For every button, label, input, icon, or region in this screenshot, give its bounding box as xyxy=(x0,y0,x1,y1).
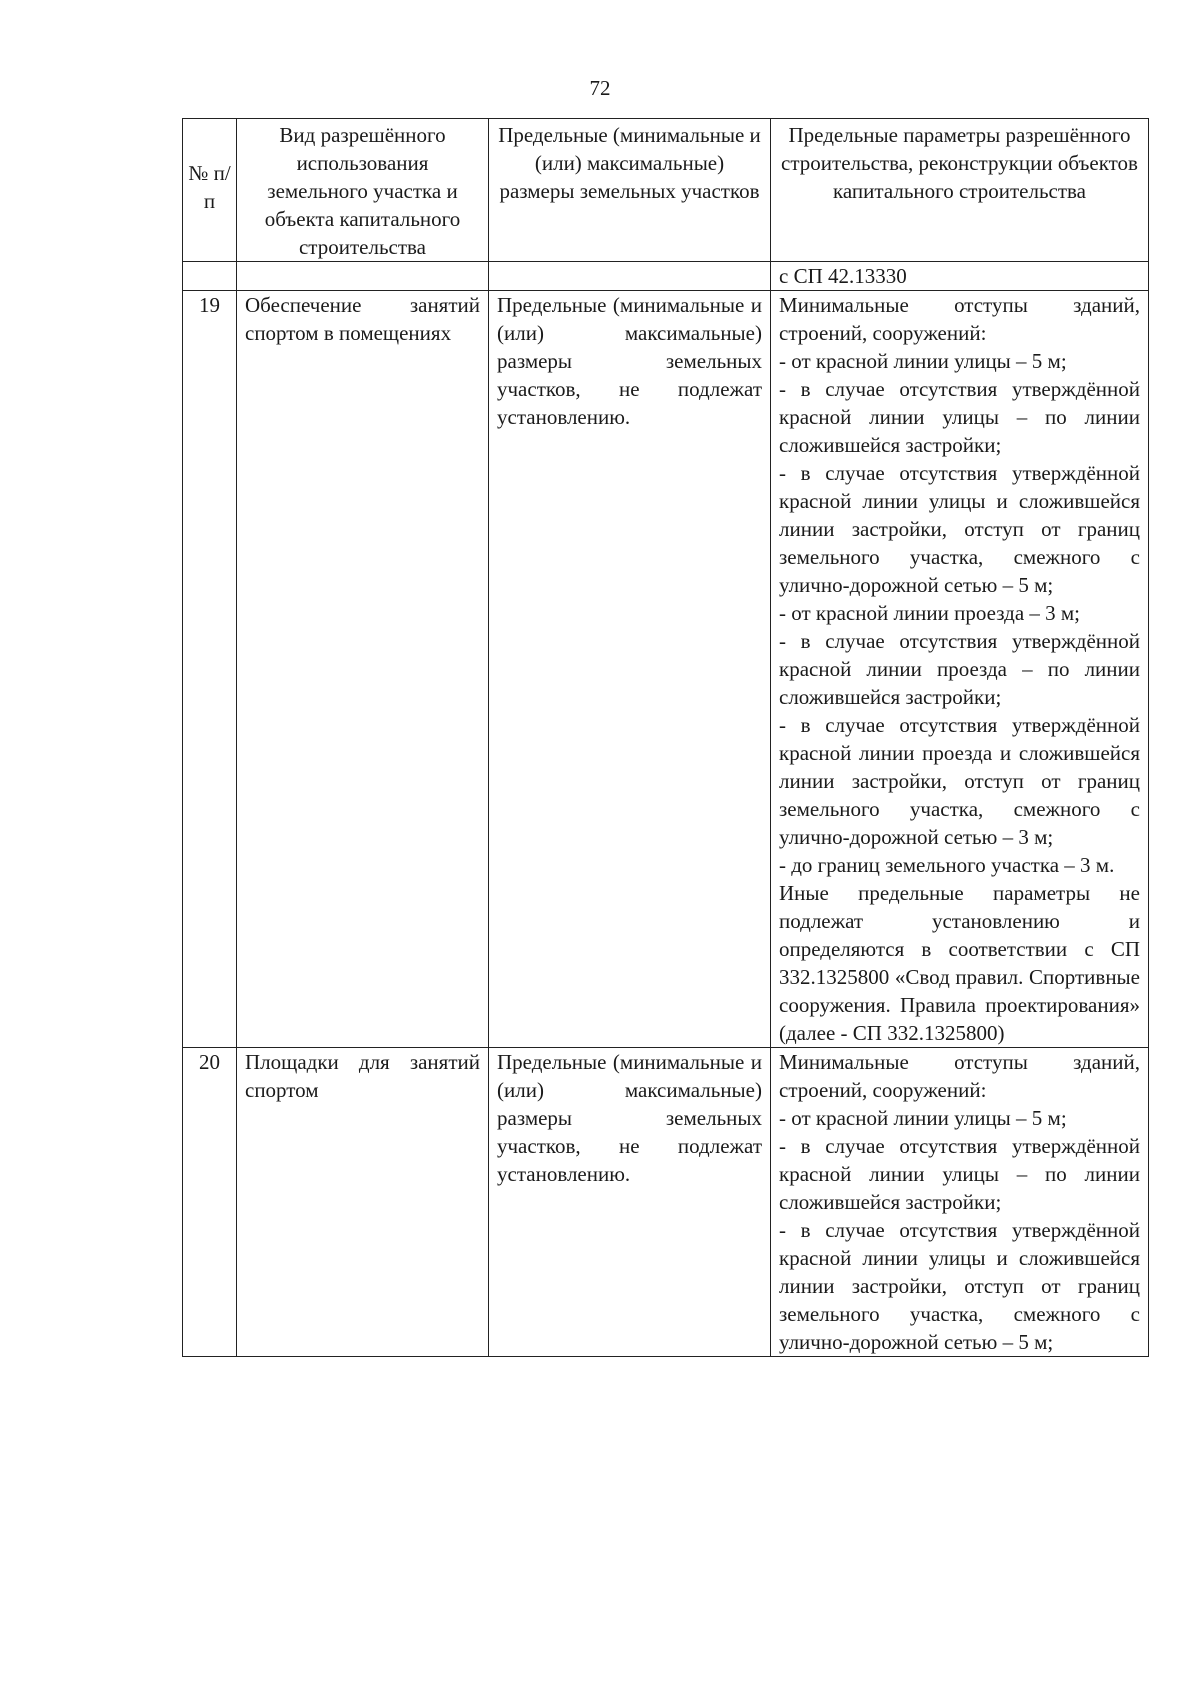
param-line: - в случае отсутствия утверждённой красной линии улицы и сложившейся линии застройки, отступ от границ земельного участка, смежного с улично-дорожной сетью – 5 м; xyxy=(779,1218,1140,1354)
row-plot-size: Предельные (минимальные и (или) максимальные) размеры земельных участков, не подлежат установлению. xyxy=(489,1048,771,1357)
row-parameters xyxy=(771,291,1149,1048)
param-line: - от красной линии улицы – 5 м; xyxy=(779,1106,1067,1130)
param-line: Иные предельные параметры не подлежат установлению и определяются в соответствии с СП 332.1325800 «Свод правил. Спортивные сооружения. Правила проектирования» (далее - СП 332.1325800) xyxy=(779,881,1140,1045)
header-number: № п/п xyxy=(183,119,237,262)
row-number: 19 xyxy=(183,291,237,1048)
row-use-type: Обеспечение занятий спортом в помещениях xyxy=(237,291,489,1048)
param-line: - в случае отсутствия утверждённой красной линии проезда и сложившейся линии застройки, отступ от границ земельного участка, смежного с улично-дорожной сетью – 3 м; xyxy=(779,713,1140,849)
header-parameters: Предельные параметры разрешённого строительства, реконструкции объектов капитального строительства xyxy=(771,119,1149,262)
page-number: 72 xyxy=(589,76,611,100)
continuation-row xyxy=(183,262,1149,291)
param-line: - до границ земельного участка – 3 м. xyxy=(779,853,1115,877)
table-row xyxy=(183,1048,1149,1357)
param-line: Минимальные отступы зданий, строений, сооружений: xyxy=(779,1050,1140,1102)
table-header-row xyxy=(183,119,1149,262)
param-line: - в случае отсутствия утверждённой красной линии улицы и сложившейся линии застройки, отступ от границ земельного участка, смежного с улично-дорожной сетью – 5 м; xyxy=(779,461,1140,597)
param-line: - в случае отсутствия утверждённой красной линии улицы – по линии сложившейся застройки; xyxy=(779,377,1140,457)
param-line: - от красной линии проезда – 3 м; xyxy=(779,601,1081,625)
table-row xyxy=(183,291,1149,1048)
regulations-table xyxy=(182,118,1149,1357)
row-use-type: Площадки для занятий спортом xyxy=(237,1048,489,1357)
row-number: 20 xyxy=(183,1048,237,1357)
header-plot-size: Предельные (минимальные и (или) максимальные) размеры земельных участков xyxy=(489,119,771,262)
param-line: Минимальные отступы зданий, строений, сооружений: xyxy=(779,293,1140,345)
param-line: - в случае отсутствия утверждённой красной линии проезда – по линии сложившейся застройки; xyxy=(779,629,1140,709)
continuation-params: с СП 42.13330 xyxy=(771,262,1149,291)
param-line: - в случае отсутствия утверждённой красной линии улицы – по линии сложившейся застройки; xyxy=(779,1134,1140,1214)
row-plot-size: Предельные (минимальные и (или) максимальные) размеры земельных участков, не подлежат установлению. xyxy=(489,291,771,1048)
row-parameters xyxy=(771,1048,1149,1357)
header-use-type: Вид разрешённого использования земельного участка и объекта капитального строительства xyxy=(237,119,489,262)
param-line: - от красной линии улицы – 5 м; xyxy=(779,349,1067,373)
